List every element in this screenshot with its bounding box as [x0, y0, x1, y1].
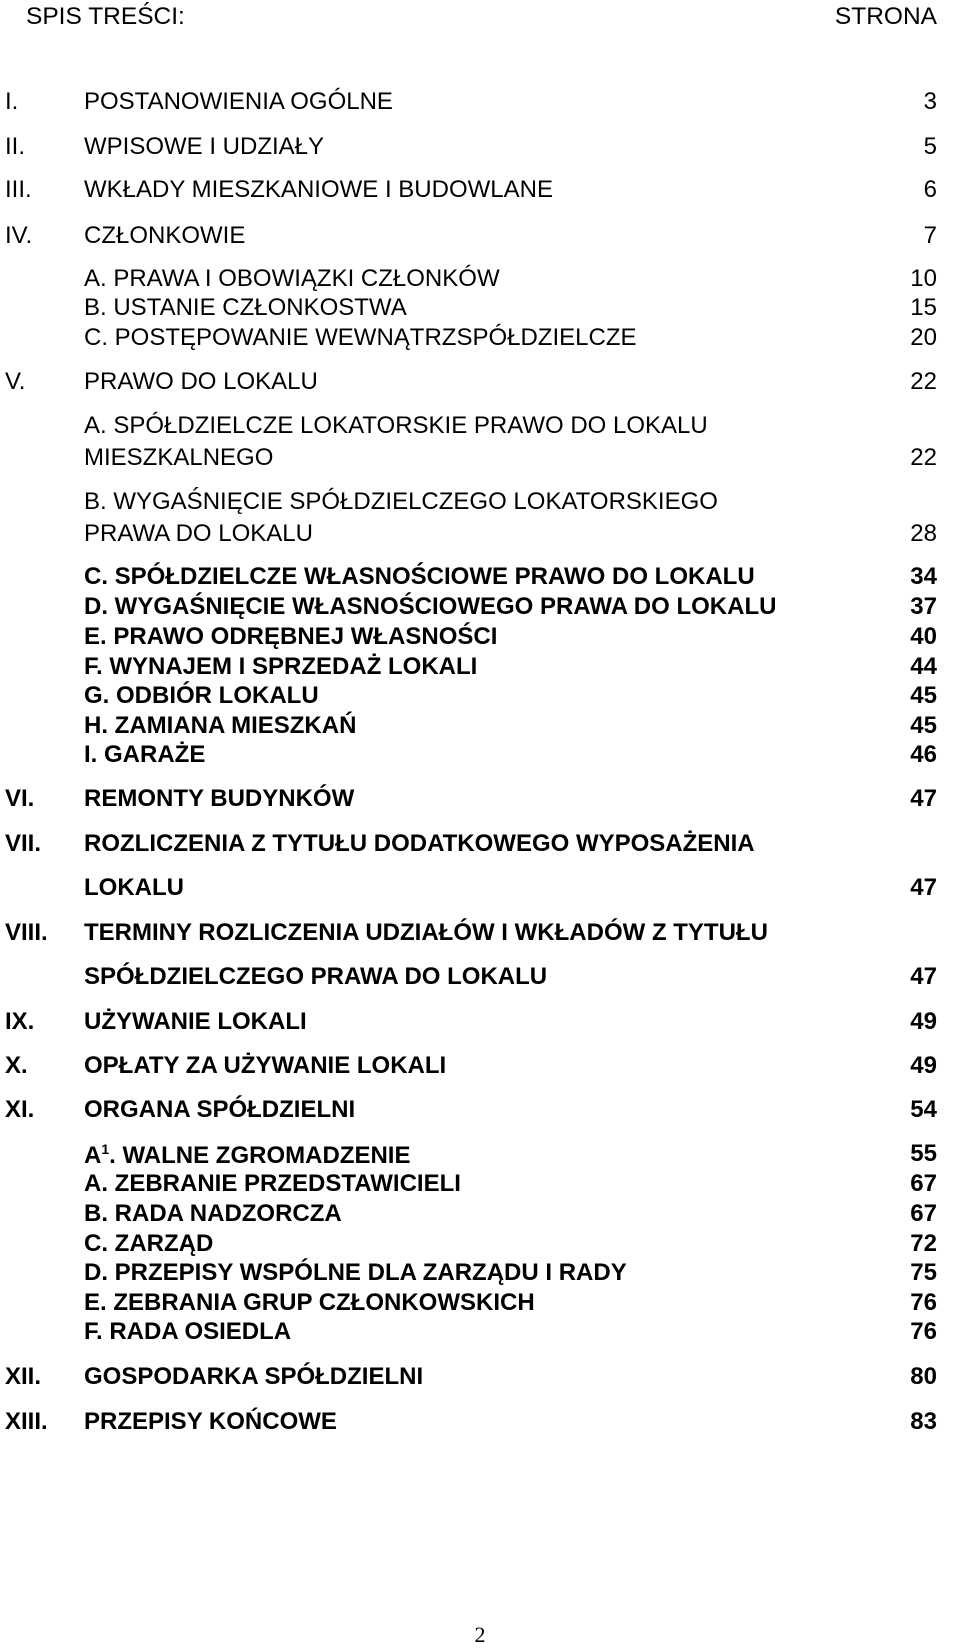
- toc-entry-title: UŻYWANIE LOKALI: [84, 1008, 307, 1035]
- toc-entry-title: WPISOWE I UDZIAŁY: [84, 133, 325, 160]
- toc-entry: [0, 446, 960, 474]
- toc-entry-page: 3: [923, 88, 937, 115]
- toc-entry-page: 7: [923, 222, 937, 249]
- toc-entry-page: 75: [910, 1259, 937, 1286]
- toc-entry-title: E. ZEBRANIA GRUP CZŁONKOWSKICH: [84, 1289, 535, 1316]
- toc-entry: [0, 490, 960, 518]
- toc-entry-title: C. SPÓŁDZIELCZE WŁASNOŚCIOWE PRAWO DO LOKALU: [84, 563, 755, 590]
- toc-entry-title-text: . WALNE ZGROMADZENIE: [109, 1142, 411, 1169]
- toc-entry: [0, 1232, 960, 1260]
- toc-entry-number: IX.: [5, 1008, 35, 1035]
- toc-entry-page: 22: [910, 368, 937, 395]
- toc-entry: [0, 1142, 960, 1170]
- toc-entry-title: SPÓŁDZIELCZEGO PRAWA DO LOKALU: [84, 963, 548, 990]
- toc-entry-title: D. WYGAŚNIĘCIE WŁASNOŚCIOWEGO PRAWA DO LOKALU: [84, 593, 777, 620]
- toc-entry-page: 67: [910, 1200, 937, 1227]
- toc-entry-title-prefix: A: [84, 1142, 102, 1169]
- toc-entry-number: III.: [5, 176, 32, 203]
- toc-entry: [0, 1261, 960, 1289]
- toc-entry-number: XI.: [5, 1096, 35, 1123]
- header-page-label: STRONA: [834, 3, 937, 30]
- toc-entry: [0, 1098, 960, 1126]
- toc-entry-title: A. ZEBRANIE PRZEDSTAWICIELI: [84, 1170, 461, 1197]
- toc-entry-page: 5: [923, 133, 937, 160]
- toc-entry: [0, 326, 960, 354]
- toc-entry-page: 20: [910, 324, 937, 351]
- toc-entry-title: WKŁADY MIESZKANIOWE I BUDOWLANE: [84, 176, 553, 203]
- toc-entry: [0, 565, 960, 593]
- toc-entry-number: XIII.: [5, 1408, 48, 1435]
- toc-entry-page: 76: [910, 1318, 937, 1345]
- toc-entry-title: F. RADA OSIEDLA: [84, 1318, 292, 1345]
- toc-entry-number: II.: [5, 133, 26, 160]
- toc-entry-page: 34: [910, 563, 937, 590]
- toc-entry-title: A. SPÓŁDZIELCZE LOKATORSKIE PRAWO DO LOKALU: [84, 412, 708, 439]
- toc-entry: [0, 414, 960, 442]
- toc-entry: [0, 1365, 960, 1393]
- header-title: SPIS TREŚCI:: [26, 3, 185, 30]
- toc-entry-title: CZŁONKOWIE: [84, 222, 246, 249]
- toc-entry-page: 46: [910, 741, 937, 768]
- toc-entry: [0, 714, 960, 742]
- toc-entry: [0, 832, 960, 860]
- toc-entry-title: POSTANOWIENIA OGÓLNE: [84, 88, 393, 115]
- toc-entry-page: 28: [910, 520, 937, 547]
- toc-entry-page: 47: [910, 963, 937, 990]
- toc-entry-number: I.: [5, 88, 19, 115]
- footer-page-number: 2: [474, 1622, 486, 1647]
- toc-entry: [0, 267, 960, 295]
- toc-entry-title: PRAWA DO LOKALU: [84, 520, 313, 547]
- toc-entry-title: H. ZAMIANA MIESZKAŃ: [84, 712, 357, 739]
- toc-entry-page: 80: [910, 1363, 937, 1390]
- toc-entry: [0, 1010, 960, 1038]
- toc-entry-page: 76: [910, 1289, 937, 1316]
- toc-entry-page: 49: [910, 1008, 937, 1035]
- toc-entry: [0, 743, 960, 771]
- toc-entry-title: ORGANA SPÓŁDZIELNI: [84, 1096, 356, 1123]
- toc-entry-title: LOKALU: [84, 874, 184, 901]
- toc-entry: [0, 655, 960, 683]
- toc-entry-number: X.: [5, 1052, 28, 1079]
- toc-entry-title: G. ODBIÓR LOKALU: [84, 682, 319, 709]
- toc-entry: [0, 787, 960, 815]
- toc-entry-page: 44: [910, 653, 937, 680]
- toc-entry-number: V.: [5, 368, 26, 395]
- toc-entry-title: TERMINY ROZLICZENIA UDZIAŁÓW I WKŁADÓW Z TYTUŁU: [84, 919, 768, 946]
- toc-entry-page: 40: [910, 623, 937, 650]
- toc-entry-title: E. PRAWO ODRĘBNEJ WŁASNOŚCI: [84, 623, 498, 650]
- toc-entry-page: 72: [910, 1230, 937, 1257]
- toc-entry: [0, 90, 960, 118]
- toc-entry: [0, 522, 960, 550]
- toc-entry-title: PRAWO DO LOKALU: [84, 368, 318, 395]
- toc-entry-page: 47: [910, 874, 937, 901]
- toc-entry-title: C. ZARZĄD: [84, 1230, 214, 1257]
- toc-entry: [0, 684, 960, 712]
- toc-entry-page: 49: [910, 1052, 937, 1079]
- toc-entry-title: F. WYNAJEM I SPRZEDAŻ LOKALI: [84, 653, 478, 680]
- toc-entry: [0, 921, 960, 949]
- toc-entry-title: B. WYGAŚNIĘCIE SPÓŁDZIELCZEGO LOKATORSKIEGO: [84, 488, 718, 515]
- toc-entry-title-superscript: 1: [101, 1141, 110, 1157]
- toc-entry: [0, 135, 960, 163]
- toc-entry: [0, 965, 960, 993]
- toc-entry: [0, 178, 960, 206]
- toc-entry-title: ROZLICZENIA Z TYTUŁU DODATKOWEGO WYPOSAŻENIA: [84, 830, 755, 857]
- toc-entry-title: D. PRZEPISY WSPÓLNE DLA ZARZĄDU I RADY: [84, 1259, 627, 1286]
- toc-entry-number: XII.: [5, 1363, 42, 1390]
- toc-entry-page: 45: [910, 712, 937, 739]
- toc-entry-title: PRZEPISY KOŃCOWE: [84, 1408, 337, 1435]
- toc-entry: [0, 595, 960, 623]
- toc-entry: [0, 1410, 960, 1438]
- toc-entry-title: [84, 1142, 410, 1168]
- toc-entry: [0, 1320, 960, 1348]
- toc-entry: [0, 1291, 960, 1319]
- toc-entry-title: I. GARAŻE: [84, 741, 206, 768]
- toc-entry-page: 54: [910, 1096, 937, 1123]
- toc-entry-number: IV.: [5, 222, 33, 249]
- toc-entry: [0, 296, 960, 324]
- toc-entry-page: 83: [910, 1408, 937, 1435]
- toc-entry-page: 47: [910, 785, 937, 812]
- toc-entry: [0, 1202, 960, 1230]
- toc-entry: [0, 876, 960, 904]
- toc-entry: [0, 625, 960, 653]
- toc-entry-page: 67: [910, 1170, 937, 1197]
- toc-entry-page: 15: [910, 294, 937, 321]
- toc-entry-page: 22: [910, 444, 937, 471]
- toc-entry-title: MIESZKALNEGO: [84, 444, 274, 471]
- toc-entry-title: B. USTANIE CZŁONKOSTWA: [84, 294, 407, 321]
- toc-entry: [0, 224, 960, 252]
- toc-entry: [0, 370, 960, 398]
- toc-entry-title: GOSPODARKA SPÓŁDZIELNI: [84, 1363, 424, 1390]
- toc-entry-page: 45: [910, 682, 937, 709]
- toc-entry-page: 37: [910, 593, 937, 620]
- toc-entry-number: VI.: [5, 785, 35, 812]
- toc-entry: [0, 1172, 960, 1200]
- toc-entry-title: C. POSTĘPOWANIE WEWNĄTRZSPÓŁDZIELCZE: [84, 324, 637, 351]
- toc-entry-number: VIII.: [5, 919, 48, 946]
- toc-entry-page: 6: [923, 176, 937, 203]
- toc-entry-title: OPŁATY ZA UŻYWANIE LOKALI: [84, 1052, 447, 1079]
- toc-entry-title: B. RADA NADZORCZA: [84, 1200, 342, 1227]
- toc-entry-title: A. PRAWA I OBOWIĄZKI CZŁONKÓW: [84, 265, 500, 292]
- toc-entry-page: 10: [910, 265, 937, 292]
- toc-entry-number: VII.: [5, 830, 42, 857]
- toc-entry: [0, 1054, 960, 1082]
- toc-entry-title: REMONTY BUDYNKÓW: [84, 785, 355, 812]
- toc-entry-page: 55: [910, 1140, 937, 1167]
